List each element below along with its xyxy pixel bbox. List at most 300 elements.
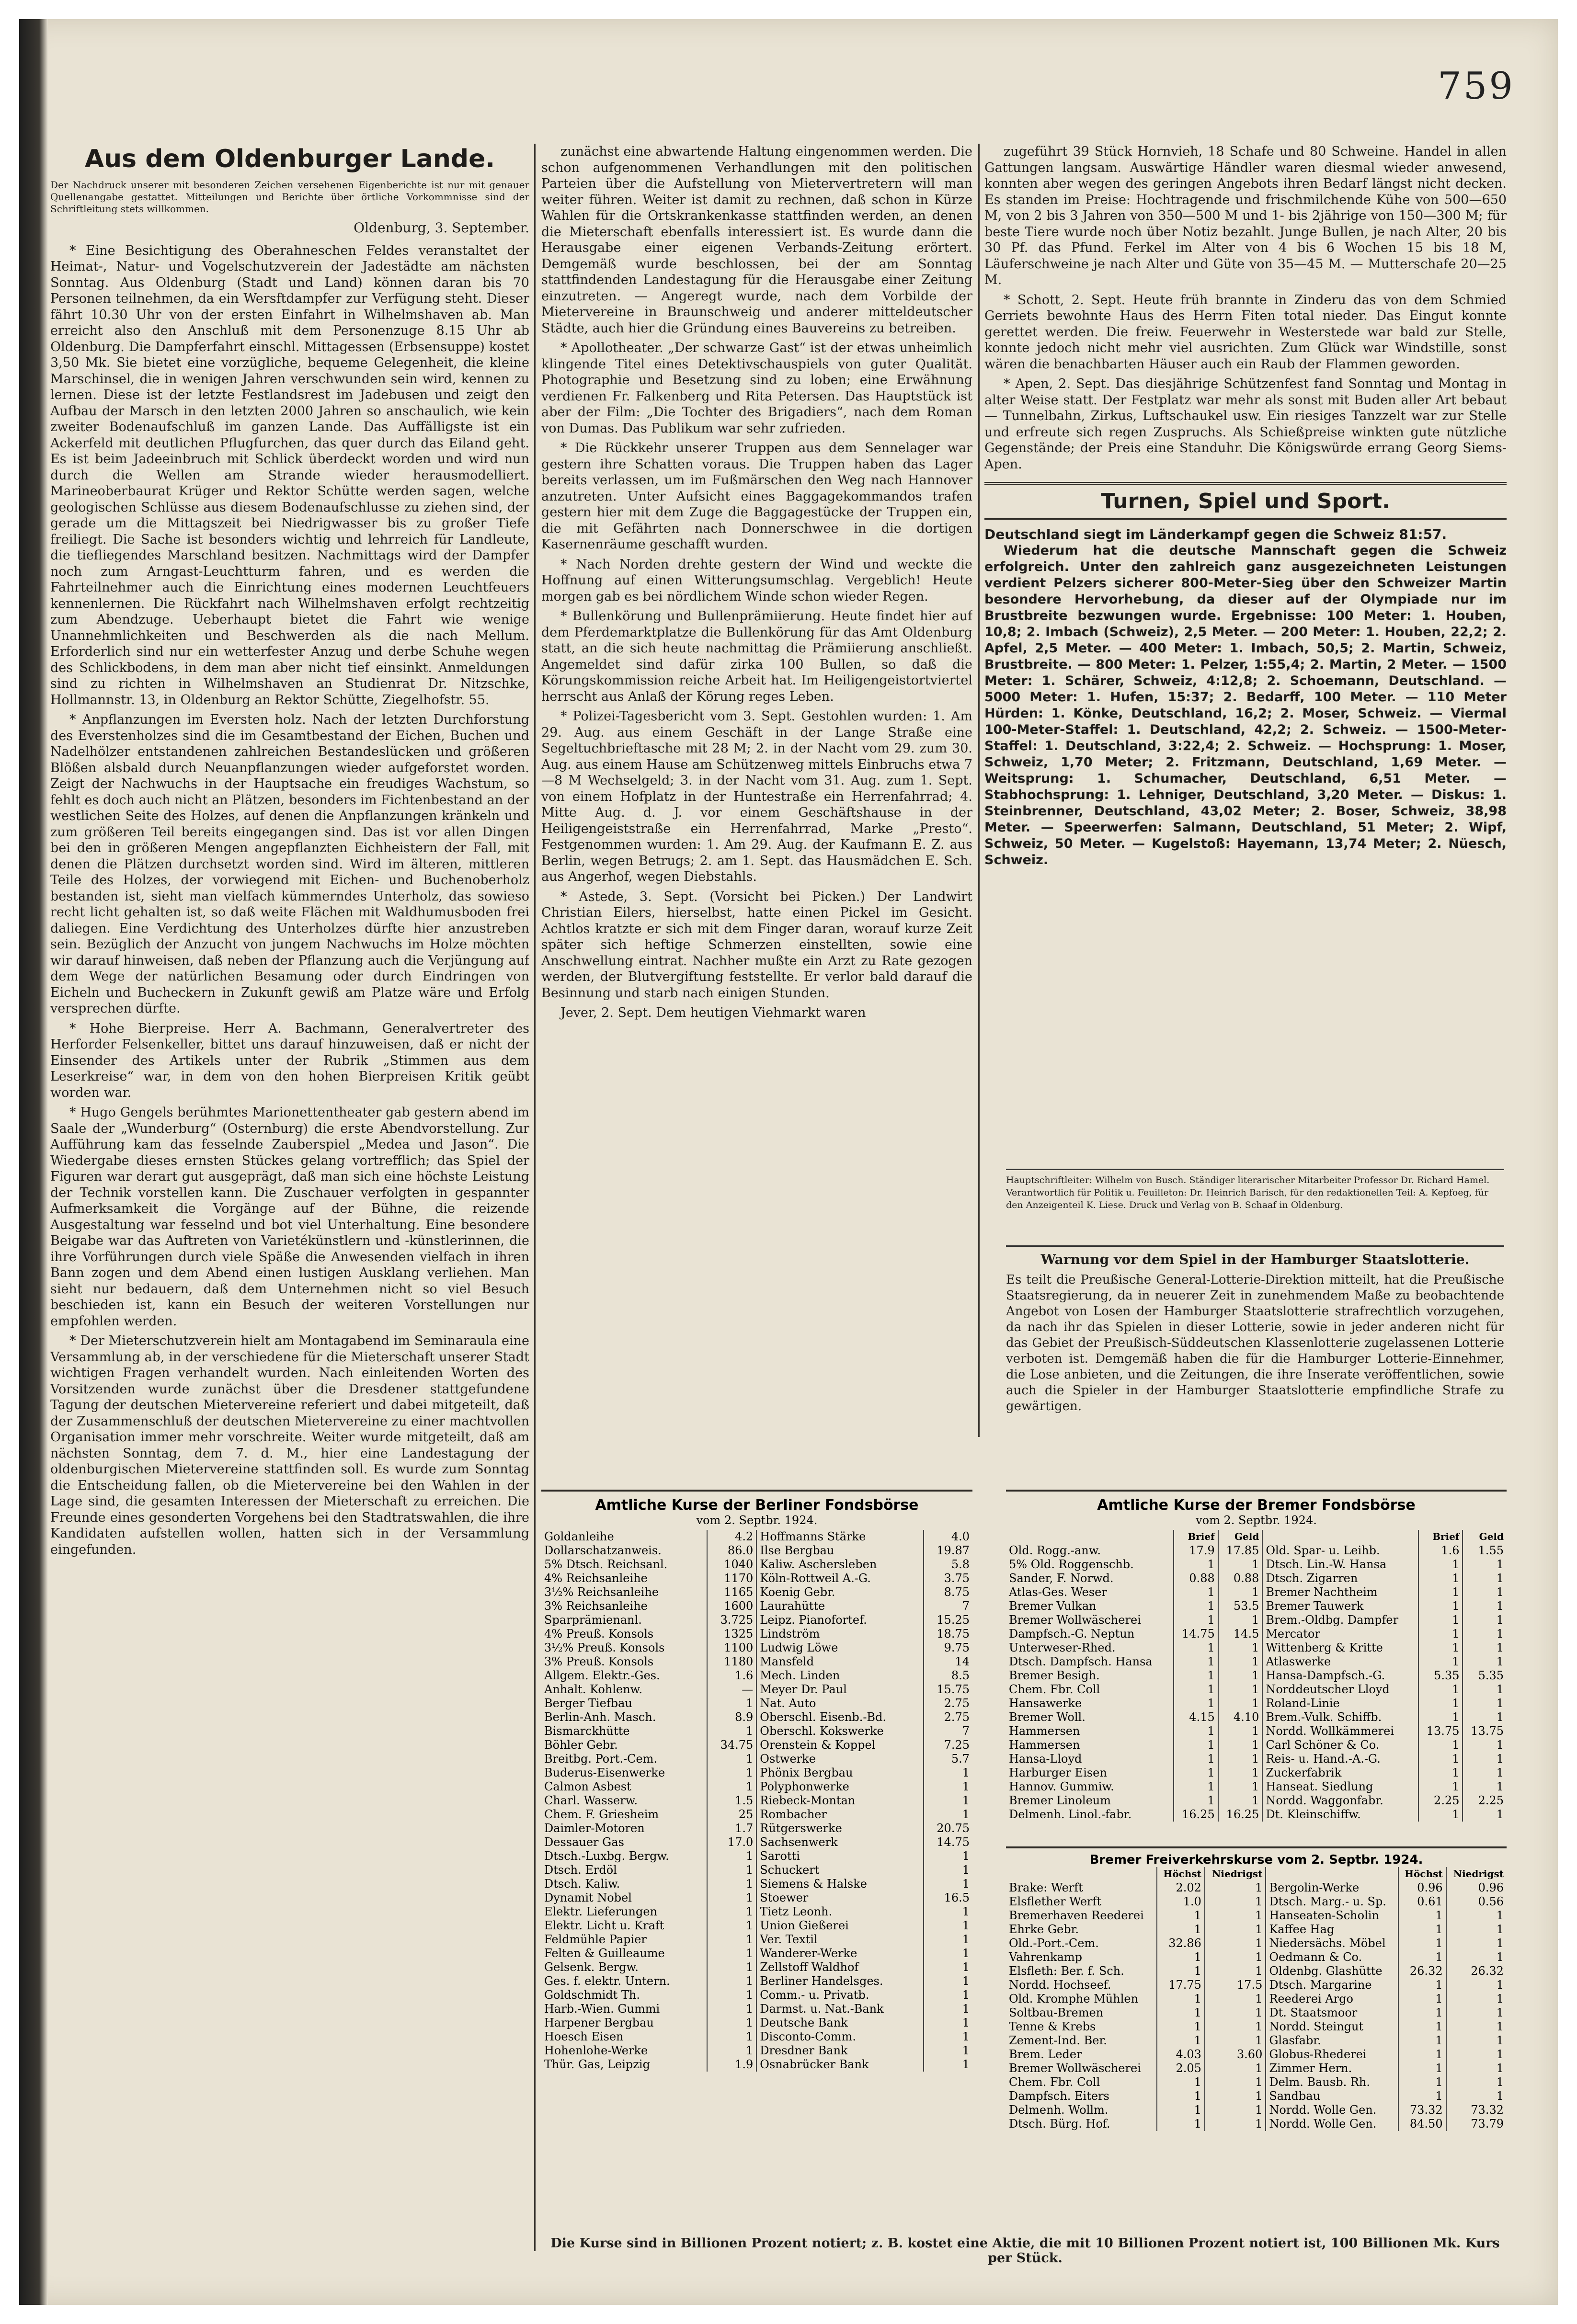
table-row — [541, 2030, 972, 2044]
table-cell: Dtsch. Marg.- u. Sp. — [1266, 1895, 1398, 1909]
table-cell: 5.35 — [1418, 1669, 1463, 1683]
table-cell: Dresdner Bank — [756, 2044, 923, 2058]
table-row — [541, 1724, 972, 1738]
table-cell: Goldschmidt Th. — [541, 1988, 707, 2002]
table-cell: 5.7 — [951, 1752, 970, 1766]
table-cell: 1 — [1218, 1697, 1263, 1710]
table-cell: 1 — [1205, 1950, 1266, 1964]
table-cell: 1325 — [707, 1627, 757, 1641]
table-cell: Bremer Nachtheim — [1262, 1585, 1418, 1599]
table-cell: 1 — [1157, 2020, 1205, 2034]
table-cell: 2.25 — [1418, 1794, 1463, 1808]
table-cell: 1 — [962, 1766, 970, 1779]
table-row — [1006, 1558, 1507, 1572]
table-cell: Nat. Auto — [756, 1697, 923, 1710]
table-cell: Berger Tiefbau — [541, 1697, 707, 1710]
table-cell: 34.75 — [707, 1738, 757, 1752]
table-row — [1006, 2089, 1507, 2103]
table-cell: 0.96 — [1478, 1881, 1504, 1894]
table-cell: Felten & Guilleaume — [541, 1947, 707, 1960]
table-cell: 4% Reichsanleihe — [541, 1572, 707, 1585]
table-cell: Brem.-Oldbg. Dampfer — [1262, 1613, 1418, 1627]
quotes-footnote: Die Kurse sind in Billionen Prozent notiert; z. B. kostet eine Aktie, die mit 10 Billionen Prozent notiert ist, 100 Billionen Mk. Kurs per Stück. — [550, 2236, 1500, 2266]
table-cell: 1 — [962, 2044, 970, 2057]
warning-text: Es teilt die Preußische General-Lotterie-Direktion mitteilt, hat die Preußische Staatsregierung, da in neuerer Zeit in zunehmendem Maße zu beobachtende Angebot von Losen der Hamburger Staatslotterie strafrechtlich vorzugehen, da nach ihr das Spielen in dieser Lotterie, sowie in jeder anderen nicht für das Gebiet der Preußisch-Süddeutschen Klassenlotterie zugelassenen Lotterie verboten ist. Demgemäß haben die für die Hamburger Lotterie-Einnehmer, die Lose anbieten, und die Zeitungen, die ihre Inserate veröffentlichen, sowie auch die Spieler in der Hamburger Staatslotterie empfindliche Strafe zu gewärtigen. — [1006, 1273, 1504, 1413]
table-cell: 1 — [1398, 2075, 1446, 2089]
table-cell: Dtsch. Erdöl — [541, 1863, 707, 1877]
table-cell: Lindström — [756, 1627, 923, 1641]
table-cell: 1 — [1205, 2006, 1266, 2020]
table-cell: Disconto-Comm. — [756, 2030, 923, 2044]
table-cell: 73.32 — [1471, 2103, 1504, 2117]
table-row — [541, 1585, 972, 1599]
table-cell: 1 — [1218, 1613, 1263, 1627]
table-cell: 1 — [1418, 1697, 1463, 1710]
table-cell: 1 — [1174, 1794, 1218, 1808]
table-cell: 1 — [1157, 1909, 1205, 1923]
table-cell: 1 — [1174, 1724, 1218, 1738]
table-cell: 1 — [1418, 1641, 1463, 1655]
article-paragraph: * Der Mieterschutzverein hielt am Montagabend im Seminaraula eine Versammlung ab, in der verschiedene für die Mieterschaft unserer Stadt wichtigen Fragen verhandelt wurden. Nach einleitenden Worten des Vorsitzenden wurde zunächst über die Dresdener stattgefundene Tagung der deutschen Mietervereine referiert und dabei mitgeteilt, daß der Zusammenschluß der deutschen Mietervereine zu einer machtvollen Organisation immer mehr vorschreite. Weiter wurde mitgeteilt, daß am nächsten Sonntag, dem 7. d. M., hier eine Landestagung der oldenburgischen Mietervereine stattfinden soll. Es wurde zum Sonntag die Entscheidung fallen, ob die Mietervereine bei den Wahlen in der Lage sind, die gesamten Interessen der Mieterschaft zu erreichen. Die Freunde eines gesonderten Vorgehens bei den Stadtratswahlen, die ihre Kandidaten aufstellen wollen, hatten sich in der Versammlung eingefunden. — [50, 1333, 529, 1557]
article-paragraph: * Polizei-Tagesbericht vom 3. Sept. Gestohlen wurden: 1. Am 29. Aug. aus einem Geschäft in der Lange Straße eine Segeltuchbrieftasche mit 28 M; 2. in der Nacht vom 29. zum 30. Aug. aus einem Hause am Schützenweg mittels Einbruchs etwa 7—8 M Wechselgeld; 3. in der Nacht vom 31. Aug. zum 1. Sept. von einem Hofplatz in der Huntestraße ein Herrenfahrrad; 4. Mitte Aug. d. J. vor einem Geschäftshause in der Heiligengeiststraße ein Herrenfahrrad, Marke „Presto“. Festgenommen wurden: 1. Am 29. Aug. der Kaufmann E. Z. aus Berlin, wegen Betrugs; 2. am 1. Sept. das Hausmädchen E. Sch. aus Angerhof, wegen Diebstahls. — [541, 709, 972, 884]
table-cell: 1 — [707, 2002, 757, 2016]
table-cell: Norddeutscher Lloyd — [1262, 1683, 1418, 1697]
table-cell: 5% Dtsch. Reichsanl. — [541, 1558, 707, 1572]
table-cell: Bremer Tauwerk — [1262, 1599, 1418, 1613]
table-cell: 1 — [1205, 2117, 1266, 2131]
table-cell: 1 — [1174, 1613, 1218, 1627]
table-row — [541, 1863, 972, 1877]
table-cell: 1 — [1205, 1909, 1266, 1923]
table-cell: 15.25 — [937, 1613, 970, 1627]
table-cell: 5.8 — [951, 1558, 970, 1571]
table-cell: 14.75 — [937, 1835, 970, 1849]
table-cell: 1 — [1496, 1613, 1504, 1627]
column-rule — [978, 144, 980, 1437]
berlin-title: Amtliche Kurse der Berliner Fondsbörse — [595, 1497, 919, 1514]
table-cell: 1 — [1218, 1641, 1263, 1655]
table-cell: Goldanleihe — [541, 1530, 707, 1544]
table-row — [1006, 1669, 1507, 1683]
table-cell: 17.85 — [1218, 1544, 1263, 1558]
table-cell: 1 — [962, 1794, 970, 1807]
table-cell: 1 — [707, 1780, 757, 1794]
table-cell: Hanseat. Siedlung — [1262, 1780, 1418, 1794]
table-cell: Nordd. Wollkämmerei — [1262, 1724, 1418, 1738]
table-row — [541, 1766, 972, 1780]
article-paragraph: * Eine Besichtigung des Oberahneschen Feldes veranstaltet der Heimat-, Natur- und Vogelschutzverein der Jadestädte am nächsten Sonntag. Aus Oldenburg (Stadt und Land) können daran bis 70 Personen teilnehmen, da ein Wersftdampfer zur Verfügung steht. Dieser fährt 10.30 Uhr von der ersten Einfahrt in Wilhelmshaven ab. Man erreicht also den Anschluß mit dem Personenzuge 8.15 Uhr ab Oldenburg. Die Dampferfahrt einschl. Mittagessen (Erbsensuppe) kostet 3,50 Mk. Sie bietet eine vorzügliche, bequeme Gelegenheit, die kleine Marschinsel, die in wenigen Jahren verschwunden sein wird, kennen zu lernen. Diese ist der letzte Festlandsrest im Jadebusen und zeigt den Aufbau der Marsch in den letzten 2000 Jahren so anschaulich, wie kein zweiter Bodenaufschluß im ganzen Lande. Das Auffälligste ist ein Ackerfeld mit deutlichen Pflugfurchen, das quer durch das Eiland geht. Es ist beim Jadeeinbruch mit Schlick überdeckt worden und wird nun durch die Wellen am Strande wieder herausmodelliert. Marineoberbaurat Krüger und Rektor Schütte werden sagen, welche geologischen Schlüsse aus diesem Bodenaufschlusse zu ziehen sind, der gerade um die Mittagszeit bei Niedrigwasser bis zu großer Tiefe freiliegt. Die Sache ist besonders wichtig und lehrreich für Landleute, die tiefliegendes Marschland besitzen. Nachmittags wird der Dampfer noch zum Arngast-Leuchtturm fahren, und es werden die Fahrteilnehmer auch die Einrichtung eines modernen Leuchtfeuers kennenlernen. Die Rückfahrt nach Wilhelmshaven erfolgt rechtzeitig zum Abendzuge. Ueberhaupt bietet die Fahrt wie wenige Unannehmlichkeiten und Beschwerden als die nach Mellum. Erforderlich sind nur ein wetterfester Anzug und derbe Schuhe wegen des Schlickbodens, in dem man aber nicht tief einsinkt. Anmeldungen sind zu richten in Wilhelmshaven an Studienrat Dr. Nitzschke, Hollmannstr. 13, in Oldenburg an Rektor Schütte, Ziegelhofstr. 55. — [50, 243, 529, 707]
table-cell: 1 — [1398, 2034, 1446, 2048]
table-cell: Dtsch.-Luxbg. Bergw. — [541, 1849, 707, 1863]
berlin-quotes — [541, 1497, 972, 2230]
table-cell: 1 — [1398, 2062, 1446, 2075]
table-row — [541, 1710, 972, 1724]
table-cell: 1.0 — [1157, 1895, 1205, 1909]
table-cell: Reederei Argo — [1266, 1992, 1398, 2006]
table-row — [541, 1877, 972, 1891]
table-cell: Elsfleth: Ber. f. Sch. — [1006, 1964, 1157, 1978]
table-cell: Atlas-Ges. Weser — [1006, 1585, 1174, 1599]
table-row — [1006, 1895, 1507, 1909]
article-paragraph: Jever, 2. Sept. Dem heutigen Viehmarkt waren — [560, 1005, 866, 1020]
lottery-warning — [1006, 1245, 1504, 1414]
table-cell: 1 — [1174, 1738, 1218, 1752]
table-row — [541, 1669, 972, 1683]
table-cell: 17.9 — [1174, 1544, 1218, 1558]
table-row — [541, 2016, 972, 2030]
table-cell: Schuckert — [756, 1863, 923, 1877]
table-cell: Ehrke Gebr. — [1006, 1923, 1157, 1937]
table-cell: 1 — [1205, 1881, 1266, 1895]
article-paragraph: zunächst eine abwartende Haltung eingenommen werden. Die schon aufgenommenen Verhandlungen mit den politischen Parteien über die Aufstellung von Mietervertretern will man weiter führen. Weiter ist damit zu rechnen, daß schon in Kürze Wahlen für die Ortskrankenkasse stattfinden werden, an denen die Mieterschaft ebenfalls interessiert ist. Es wurde dann die Herausgabe einer eigenen Verbands-Zeitung erörtert. Demgemäß wurde beschlossen, bei der am Sonntag stattfindenden Landestagung für die Herausgabe einer Zeitung einzutreten. — Angeregt wurde, nach dem Vorbilde der Mietervereine in Braunschweig und anderer mitteldeutscher Städte, auch hier die Gründung eines Bauvereins zu betreiben. — [541, 144, 972, 336]
table-cell: Union Gießerei — [756, 1919, 923, 1933]
bremen-title: Amtliche Kurse der Bremer Fondsbörse — [1097, 1497, 1416, 1514]
table-cell: Brem.-Vulk. Schiffb. — [1262, 1710, 1418, 1724]
table-row — [541, 1683, 972, 1697]
column-header: Niedrigst — [1453, 1868, 1504, 1880]
table-cell: 1 — [1157, 2117, 1205, 2131]
table-cell: 1170 — [707, 1572, 757, 1585]
table-cell: 13.75 — [1471, 1724, 1504, 1738]
column-header: Brief — [1174, 1530, 1218, 1544]
table-cell: 1 — [1218, 1724, 1263, 1738]
article-paragraph: * Astede, 3. Sept. (Vorsicht bei Picken.) Der Landwirt Christian Eilers, hierselbst, hatte einen Pickel im Gesicht. Achtlos kratzte er sich mit dem Finger daran, worauf kurze Zeit später sich heftige Schmerzen einstellten, sowie eine Anschwellung eintrat. Nachher mußte ein Arzt zu Rate gezogen werden, der Blutvergiftung feststellte. Er verlor bald darauf die Besinnung und starb nach einigen Stunden. — [541, 889, 972, 1001]
table-row — [1006, 1780, 1507, 1794]
table-cell: Hansawerke — [1006, 1697, 1174, 1710]
table-row — [541, 1794, 972, 1808]
table-cell: 17.75 — [1157, 1978, 1205, 1992]
table-cell: Dtsch. Zigarren — [1262, 1572, 1418, 1585]
column-market-sport — [984, 144, 1507, 1207]
table-cell: Bremer Wollwäscherei — [1006, 2062, 1157, 2075]
table-row — [1006, 1752, 1507, 1766]
table-cell: Bremer Wollwäscherei — [1006, 1613, 1174, 1627]
table-cell: 1 — [1205, 1937, 1266, 1950]
table-row — [1006, 1881, 1507, 1895]
table-row — [541, 1822, 972, 1835]
table-cell: 1 — [1398, 2006, 1446, 2020]
table-row — [1006, 1794, 1507, 1808]
table-cell: 1 — [1496, 1641, 1504, 1654]
table-cell: 1 — [1496, 1558, 1504, 1571]
table-cell: 1 — [1205, 2020, 1266, 2034]
table-cell: Nordd. Waggonfabr. — [1262, 1794, 1418, 1808]
berlin-date: vom 2. Septbr. 1924. — [696, 1514, 818, 1527]
table-cell: 16.25 — [1174, 1808, 1218, 1822]
table-cell: 20.75 — [937, 1822, 970, 1835]
table-cell: 1 — [707, 1891, 757, 1905]
table-cell: Zement-Ind. Ber. — [1006, 2034, 1157, 2048]
table-row — [541, 1558, 972, 1572]
table-cell: 18.75 — [937, 1627, 970, 1640]
table-cell: 1 — [1174, 1683, 1218, 1697]
table-cell: 1 — [1496, 1808, 1504, 1821]
table-cell: 3½% Preuß. Konsols — [541, 1641, 707, 1655]
table-cell: 1 — [1205, 1992, 1266, 2006]
table-cell: 1 — [1398, 1909, 1446, 1923]
table-cell: 1 — [962, 1919, 970, 1932]
table-cell: 1 — [1157, 1923, 1205, 1937]
table-cell: 1 — [1174, 1585, 1218, 1599]
table-cell: 1100 — [707, 1641, 757, 1655]
table-cell: 1.6 — [707, 1669, 757, 1683]
table-cell: 1 — [962, 2030, 970, 2043]
table-cell: Bismarckhütte — [541, 1724, 707, 1738]
table-cell: Laurahütte — [756, 1599, 923, 1613]
table-cell: 1 — [1157, 1992, 1205, 2006]
table-row — [1006, 2034, 1507, 2048]
table-cell: 2.02 — [1157, 1881, 1205, 1895]
table-cell: 8.5 — [951, 1669, 970, 1682]
table-row — [541, 1572, 972, 1585]
table-cell: 1 — [1418, 1613, 1463, 1627]
table-row — [541, 1808, 972, 1822]
table-row — [1006, 1978, 1507, 1992]
table-cell: 1 — [1496, 1683, 1504, 1696]
berlin-table — [541, 1530, 972, 2072]
table-cell: 1 — [1496, 1752, 1504, 1766]
table-row — [541, 1780, 972, 1794]
table-cell: Elektr. Licht u. Kraft — [541, 1919, 707, 1933]
table-cell: Harburger Eisen — [1006, 1766, 1174, 1780]
table-cell: 14 — [955, 1655, 970, 1668]
table-cell: 1 — [1218, 1766, 1263, 1780]
table-row — [1006, 1544, 1507, 1558]
table-cell: 1 — [1496, 1627, 1504, 1640]
table-cell: 14.5 — [1218, 1627, 1263, 1641]
table-row — [541, 1933, 972, 1947]
table-cell: Sachsenwerk — [756, 1835, 923, 1849]
table-row — [1006, 1950, 1507, 1964]
table-cell: 5% Old. Roggenschb. — [1006, 1558, 1174, 1572]
table-cell: Elektr. Lieferungen — [541, 1905, 707, 1919]
table-cell: Darmst. u. Nat.-Bank — [756, 2002, 923, 2016]
article-paragraph: * Hugo Gengels berühmtes Marionettentheater gab gestern abend im Saale der „Wunderburg“ (Osternburg) die erste Abendvorstellung. Zur Aufführung kam das fesselnde Zauberspiel „Medea und Jason“. Die Wiedergabe dieses ernsten Stückes gelang vortrefflich; das Spiel der Figuren war derart gut ausgeprägt, daß man sich eine höchste Leistung der Technik vorstellen kann. Die Zuschauer verfolgten in gespannter Aufmerksamkeit die Vorgänge auf der Bühne, die reizende Ausgestaltung war fesselnd und bot viel Unterhaltung. Eine besondere Beigabe war das Auftreten von Varietékünstlern und -künstlerinnen, die ihre Vorführungen durch viele Späße die Anwesenden vielfach in ihren Bann zogen und dem Abend einen lustigen Ausklang verliehen. Man sieht nur bedauern, daß dem Unternehmen nicht so viel Besuch beschieden ist, kann ein Besuch der weiteren Vorstellungen nur empfohlen werden. — [50, 1105, 529, 1329]
table-cell: 4.03 — [1157, 2048, 1205, 2062]
table-cell: 1 — [1398, 1978, 1446, 1992]
table-cell: Böhler Gebr. — [541, 1738, 707, 1752]
table-cell: Breitbg. Port.-Cem. — [541, 1752, 707, 1766]
table-cell: 0.96 — [1398, 1881, 1446, 1895]
table-cell: Wanderer-Werke — [756, 1947, 923, 1960]
table-row — [541, 1919, 972, 1933]
table-cell: 1 — [1496, 1780, 1504, 1793]
table-cell: 4.15 — [1174, 1710, 1218, 1724]
table-cell: 1 — [1496, 1585, 1504, 1599]
table-cell: Chem. Fbr. Coll — [1006, 2075, 1157, 2089]
table-row — [541, 1544, 972, 1558]
bremen-date: vom 2. Septbr. 1924. — [1196, 1514, 1317, 1527]
table-cell: 1 — [707, 1988, 757, 2002]
bremen-free-title: Bremer Freiverkehrskurse vom 2. Septbr. 1924. — [1089, 1853, 1423, 1867]
table-cell: 1 — [1174, 1697, 1218, 1710]
table-cell: Hoffmanns Stärke — [756, 1530, 923, 1544]
table-cell: Bremer Linoleum — [1006, 1794, 1174, 1808]
table-cell: Berliner Handelsges. — [756, 1974, 923, 1988]
dateline: Oldenburg, 3. September. — [354, 220, 529, 236]
table-cell: Koenig Gebr. — [756, 1585, 923, 1599]
table-row — [1006, 1641, 1507, 1655]
table-cell: 1 — [707, 1947, 757, 1960]
table-rule — [1006, 1846, 1507, 1848]
table-cell: Dampfsch. Eiters — [1006, 2089, 1157, 2103]
table-cell: 1 — [707, 2030, 757, 2044]
table-row — [1006, 2117, 1507, 2131]
table-cell: Riebeck-Montan — [756, 1794, 923, 1808]
table-cell: 1 — [962, 1780, 970, 1793]
table-cell: 8.9 — [707, 1710, 757, 1724]
table-cell: 1 — [1496, 1697, 1504, 1710]
table-cell: Bremerhaven Reederei — [1006, 1909, 1157, 1923]
table-cell: Glasfabr. — [1266, 2034, 1398, 2048]
table-cell: 4.2 — [707, 1530, 757, 1544]
table-cell: 1 — [1205, 1895, 1266, 1909]
table-cell: 15.75 — [937, 1683, 970, 1696]
column-header: Höchst — [1398, 1867, 1446, 1881]
table-cell: Polyphonwerke — [756, 1780, 923, 1794]
sport-results: Wiederum hat die deutsche Mannschaft gegen die Schweiz erfolgreich. Unter den zahlreich ganz ausgezeichneten Leistungen verdient Pelzers sicherer 800-Meter-Sieg über den Schweizer Martin besondere Hervorhebung, da dieser auf der Olympiade nur im Brustbreite bezwungen wurde. Ergebnisse: 100 Meter: 1. Houben, 10,8; 2. Imbach (Schweiz), 2,5 Meter. — 200 Meter: 1. Houben, 22,2; 2. Apfel, 2,5 Meter. — 400 Meter: 1. Imbach, 50,5; 2. Martin, Schweiz, Brustbreite. — 800 Meter: 1. Pelzer, 1:55,4; 2. Martin, 2 Meter. — 1500 Meter: 1. Schärer, Schweiz, 4:12,8; 2. Schoemann, Deutschland. — 5000 Meter: 1. Hufen, 15:37; 2. Bedarff, 100 Meter. — 110 Meter Hürden: 1. Könke, Deutschland, 16,2; 2. Moser, Schweiz. — Viermal 100-Meter-Staffel: 1. Deutschland, 42,2; 2. Schweiz. — 1500-Meter-Staffel: 1. Deutschland, 3:22,4; 2. Schweiz. — Hochsprung: 1. Moser, Schweiz, 1,70 Meter; 2. Fritzmann, Deutschland, 1,69 Meter. — Weitsprung: 1. Schumacher, Deutschland, 6,51 Meter. — Stabhochsprung: 1. Lehniger, Deutschland, 3,20 Meter. — Diskus: 1. Steinbrenner, Deutschland, 43,02 Meter; 2. Boser, Schweiz, 38,98 Meter. — Speerwerfen: Salmann, Deutschland, 51 Meter; 2. Wipf, Schweiz, 50 Meter. — Kugelstoß: Hayemann, 13,74 Meter; 2. Nüesch, Schweiz. — [984, 543, 1507, 867]
table-cell: 7 — [962, 1724, 970, 1738]
table-row — [1006, 1599, 1507, 1613]
table-rule — [1006, 1490, 1507, 1492]
column-header: Höchst — [1157, 1867, 1205, 1881]
table-cell: Calmon Asbest — [541, 1780, 707, 1794]
table-cell: 1 — [1496, 1950, 1504, 1964]
table-cell: 4.10 — [1218, 1710, 1263, 1724]
table-cell: 1 — [1398, 2020, 1446, 2034]
table-row — [541, 1988, 972, 2002]
table-rule — [541, 1490, 972, 1492]
table-cell: Kaffee Hag — [1266, 1923, 1398, 1937]
table-cell: 25 — [707, 1808, 757, 1822]
table-row — [1006, 2048, 1507, 2062]
table-cell: 1 — [962, 1877, 970, 1891]
table-cell: 7 — [962, 1599, 970, 1613]
column-local-news — [541, 144, 972, 1427]
table-cell: 1 — [1496, 1923, 1504, 1936]
table-row — [1006, 1808, 1507, 1822]
table-cell: Oberschl. Kokswerke — [756, 1724, 923, 1738]
table-cell: 1 — [1157, 2075, 1205, 2089]
table-cell: 1 — [707, 1877, 757, 1891]
table-row — [1006, 2020, 1507, 2034]
table-row — [1006, 1909, 1507, 1923]
article-paragraph: * Die Rückkehr unserer Truppen aus dem Sennelager war gestern ihre Schatten voraus. Die Truppen haben das Lager bereits verlassen, um im Fußmärschen den Weg nach Hannover anzutreten. Unter Aufsicht eines Baggagekommandos trafen gestern hier mit dem Zuge die Baggagestücke der Truppen ein, die mit Gefährten nach Donnerschwee in die dortigen Kasernenräume geschafft wurden. — [541, 441, 972, 552]
table-cell: 1 — [962, 1808, 970, 1821]
table-row — [1006, 1572, 1507, 1585]
table-cell: 1 — [707, 1766, 757, 1780]
table-cell: 1 — [707, 2016, 757, 2030]
table-cell: 1 — [962, 1960, 970, 1974]
table-cell: 1 — [1218, 1655, 1263, 1669]
bremen-free-table — [1006, 1867, 1507, 2131]
table-cell: 1 — [1418, 1585, 1463, 1599]
table-cell: 14.75 — [1174, 1627, 1218, 1641]
table-cell: 1 — [962, 1947, 970, 1960]
table-cell: 1 — [1496, 2075, 1504, 2089]
table-cell: 0.88 — [1174, 1572, 1218, 1585]
table-cell: 2.75 — [944, 1710, 970, 1724]
table-cell: Ostwerke — [756, 1752, 923, 1766]
table-cell: Bergolin-Werke — [1266, 1881, 1398, 1895]
table-cell: Tenne & Krebs — [1006, 2020, 1157, 2034]
table-cell: Mercator — [1262, 1627, 1418, 1641]
table-cell: Old. Rogg.-anw. — [1006, 1544, 1174, 1558]
table-cell: 1 — [1205, 2034, 1266, 2048]
sport-title: Turnen, Spiel und Sport. — [1101, 489, 1390, 513]
table-cell: 1 — [1205, 2075, 1266, 2089]
table-row — [1006, 1655, 1507, 1669]
table-row — [1006, 1923, 1507, 1937]
table-cell: Osnabrücker Bank — [756, 2058, 923, 2072]
table-row — [541, 1835, 972, 1849]
table-cell: Old. Spar- u. Leihb. — [1262, 1544, 1418, 1558]
table-cell: 1 — [1157, 1950, 1205, 1964]
table-cell: 1 — [1418, 1752, 1463, 1766]
table-cell: Phönix Bergbau — [756, 1766, 923, 1780]
table-cell: 1 — [1157, 2103, 1205, 2117]
table-cell: 2.75 — [944, 1697, 970, 1710]
table-cell: Dt. Staatsmoor — [1266, 2006, 1398, 2020]
table-cell: Dtsch. Lin.-W. Hansa — [1262, 1558, 1418, 1572]
table-cell: 1 — [1418, 1766, 1463, 1780]
table-cell: 1 — [962, 1988, 970, 2002]
table-cell: 84.50 — [1398, 2117, 1446, 2131]
table-cell: Chem. F. Griesheim — [541, 1808, 707, 1822]
table-cell: Hoesch Eisen — [541, 2030, 707, 2044]
table-cell: 1040 — [707, 1558, 757, 1572]
table-row — [541, 1849, 972, 1863]
column-rule — [534, 144, 536, 2251]
table-cell: Siemens & Halske — [756, 1877, 923, 1891]
table-cell: 1 — [1157, 2089, 1205, 2103]
table-row — [541, 1697, 972, 1710]
table-cell: 1 — [1205, 1923, 1266, 1937]
table-row — [541, 1530, 972, 1544]
table-cell: Hansa-Lloyd — [1006, 1752, 1174, 1766]
table-row — [541, 1599, 972, 1613]
table-cell: Nordd. Wolle Gen. — [1266, 2117, 1398, 2131]
table-cell: Unterweser-Rhed. — [1006, 1641, 1174, 1655]
table-cell: 13.75 — [1418, 1724, 1463, 1738]
table-cell: 1 — [707, 1724, 757, 1738]
table-row — [1006, 1766, 1507, 1780]
table-cell: 1 — [1218, 1752, 1263, 1766]
table-cell: Reis- u. Hand.-A.-G. — [1262, 1752, 1418, 1766]
table-cell: Roland-Linie — [1262, 1697, 1418, 1710]
table-row — [541, 1641, 972, 1655]
table-cell: 1 — [1398, 2048, 1446, 2062]
table-cell: 1 — [1205, 2089, 1266, 2103]
table-cell: 1 — [1418, 1655, 1463, 1669]
table-cell: 2.25 — [1478, 1794, 1504, 1807]
table-cell: 16.5 — [944, 1891, 970, 1904]
table-cell: Delmenh. Wollm. — [1006, 2103, 1157, 2117]
table-cell: 1 — [1418, 1558, 1463, 1572]
warning-title: Warnung vor dem Spiel in der Hamburger Staatslotterie. — [1006, 1245, 1504, 1267]
table-cell: Atlaswerke — [1262, 1655, 1418, 1669]
table-cell: Dampfsch.-G. Neptun — [1006, 1627, 1174, 1641]
table-cell: Charl. Wasserw. — [541, 1794, 707, 1808]
table-row — [1006, 1697, 1507, 1710]
table-cell: 1 — [1496, 1738, 1504, 1752]
table-cell: Dollarschatzanweis. — [541, 1544, 707, 1558]
sport-headline: Deutschland siegt im Länderkampf gegen die Schweiz 81:57. — [984, 526, 1447, 542]
table-cell: 0.88 — [1218, 1572, 1263, 1585]
book-spine-shadow — [19, 19, 48, 2305]
table-row — [1006, 1627, 1507, 1641]
table-cell: 1 — [1174, 1766, 1218, 1780]
